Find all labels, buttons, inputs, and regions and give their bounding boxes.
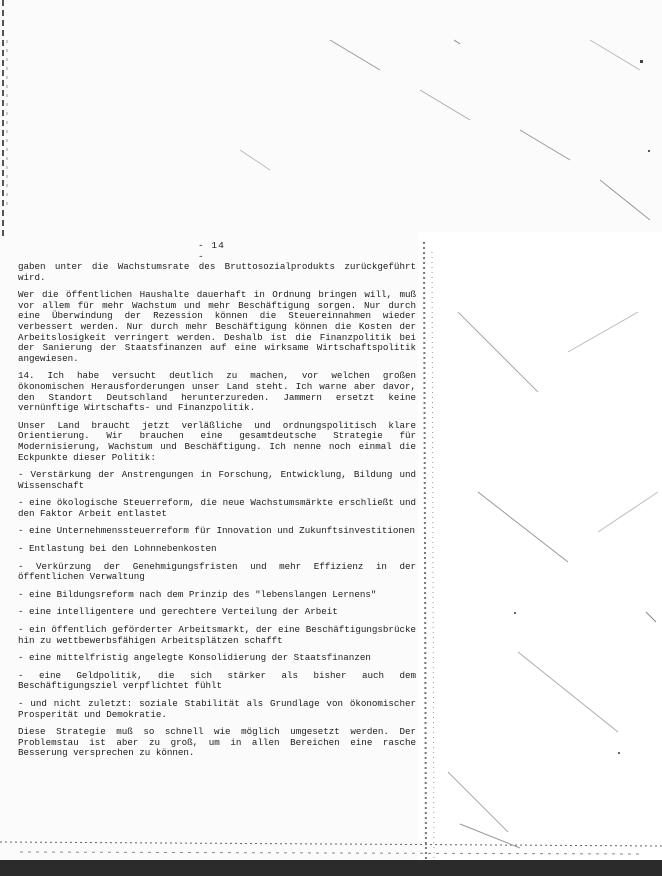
list-item: - Entlastung bei den Lohnnebenkosten — [18, 543, 217, 555]
paragraph: Wer die öffentlichen Haushalte dauerhaft in Ordnung bringen will, muß vor allem für mehr Wachstum und mehr Beschäftigung sorgen. Nur durch eine Überwindung der Rezession können die Steuereinnahmen wieder verbessert werden. Nur durch mehr Beschäftigung können die Kosten der Arbeitslosigkeit verringert werden. Deshalb ist die Finanzpolitik bei der Sanierung der Staatsfinanzen auf eine wirksame Wirtschaftspolitik angewiesen. — [18, 289, 416, 364]
list-item: - Verkürzung der Genehmigungsfristen und mehr Effizienz in der öffentlichen Verwaltung — [18, 560, 416, 583]
list-item: - ein öffentlich geförderter Arbeitsmarkt, der eine Beschäftigungsbrücke hin zu wettbewerbsfähigen Arbeitsplätzen schafft — [18, 624, 416, 646]
scan-noise-bottom — [0, 818, 662, 876]
list-item: - eine ökologische Steuerreform, die neue Wachstumsmärkte erschließt und den Faktor Arbeit entlastet — [18, 497, 416, 519]
scan-noise-top — [0, 0, 662, 240]
paragraph: Unser Land braucht jetzt verläßliche und ordnungspolitisch klare Orientierung. Wir brauchen eine gesamtdeutsche Strategie für Modernisierung, Wachstum und Beschäftigung. Ich nenne noch einmal die Eckpunkte dieser Politik: — [18, 419, 416, 463]
list-item: - eine Bildungsreform nach dem Prinzip des "lebenslangen Lernens" — [18, 588, 377, 600]
list-item: - eine Geldpolitik, die sich stärker als bisher auch dem Beschäftigungsziel verpflichtet fühlt — [18, 669, 416, 692]
document-body — [18, 262, 416, 766]
paragraph: 14. Ich habe versucht deutlich zu machen, vor welchen großen ökonomischen Herausforderungen unser Land steht. Ich warne aber davor, den Standort Deutschland herunterzureden. Jammern ersetzt keine vernünftige Wirtschafts- und Finanzpolitik. — [18, 370, 416, 414]
closing-paragraph: Diese Strategie muß so schnell wie möglich umgesetzt werden. Der Problemstau ist aber zu groß, um in allen Bereichen eine rasche Besserung versprechen zu können. — [18, 726, 416, 759]
scan-left-edge — [0, 0, 12, 240]
scan-noise-right — [418, 232, 662, 876]
list-item: - eine intelligentere und gerechtere Verteilung der Arbeit — [18, 606, 338, 618]
list-item: - eine Unternehmenssteuerreform für Innovation und Zukunftsinvestitionen — [18, 525, 415, 537]
list-item: - Verstärkung der Anstrengungen in Forschung, Entwicklung, Bildung und Wissenschaft — [18, 469, 416, 491]
page-number: - 14 - — [198, 240, 225, 262]
list-item: - eine mittelfristig angelegte Konsolidierung der Staatsfinanzen — [18, 652, 371, 664]
list-item: - und nicht zuletzt: soziale Stabilität als Grundlage von ökonomischer Prosperität und Demokratie. — [18, 698, 416, 720]
paragraph: gaben unter die Wachstumsrate des Bruttosozialprodukts zurückgeführt wird. — [18, 261, 416, 283]
